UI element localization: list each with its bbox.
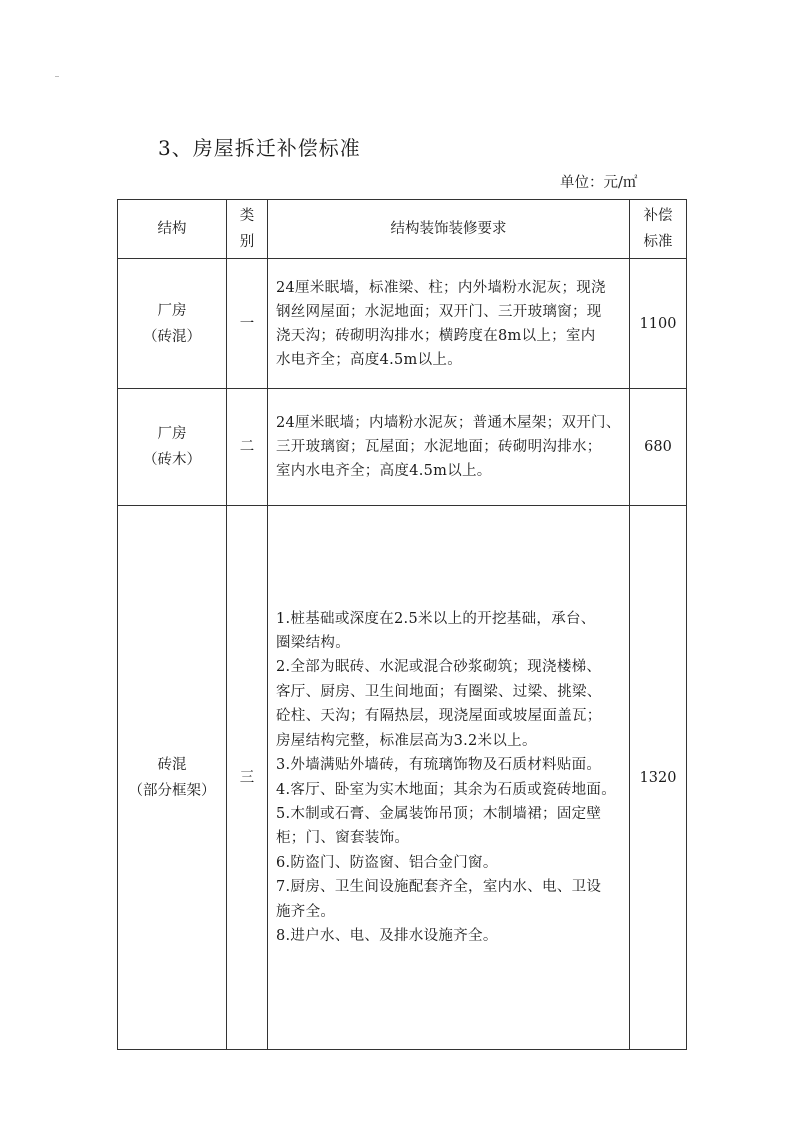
row-category: 一 — [227, 259, 268, 389]
requirement-line: 客厅、厨房、卫生间地面；有圈梁、过梁、挑梁、 — [276, 683, 602, 700]
table-row — [118, 389, 687, 506]
structure-line: 砖混 — [157, 756, 187, 773]
requirement-line: 砼柱、天沟；有隔热层，现浇屋面或坡屋面盖瓦； — [276, 708, 602, 725]
requirement-line: 施齐全。 — [276, 903, 336, 920]
scan-mark — [55, 76, 59, 77]
row-requirements — [268, 259, 630, 389]
row-structure — [118, 259, 227, 389]
row-compensation: 1320 — [630, 506, 687, 1050]
requirement-line: 7.厨房、卫生间设施配套齐全，室内水、电、卫设 — [276, 879, 602, 896]
requirement-line: 24厘米眠墙；内墙粉水泥灰；普通木屋架；双开门、 — [276, 415, 621, 431]
row-compensation: 1100 — [630, 259, 687, 389]
table-row — [118, 259, 687, 389]
table-row — [118, 506, 687, 1050]
requirement-line: 4.客厅、卧室为实木地面；其余为石质或瓷砖地面。 — [276, 781, 617, 798]
section-heading: 3、房屋拆迁补偿标准 — [158, 136, 361, 160]
requirement-line: 8.进户水、电、及排水设施齐全。 — [276, 927, 498, 944]
structure-line: （砖木） — [143, 452, 201, 468]
requirement-line: 钢丝网屋面；水泥地面；双开门、三开玻璃窗；现 — [276, 303, 602, 320]
row-requirements — [268, 506, 630, 1050]
row-requirements — [268, 389, 630, 506]
header-category-line: 类 — [239, 208, 255, 224]
row-structure — [118, 389, 227, 506]
requirement-line: 三开玻璃窗；瓦屋面；水泥地面；砖砌明沟排水； — [276, 439, 602, 455]
requirement-line: 室内水电齐全；高度4.5m以上。 — [276, 463, 492, 479]
header-structure: 结构 — [118, 200, 227, 259]
requirement-line: 圈梁结构。 — [276, 635, 350, 652]
row-structure — [118, 506, 227, 1050]
requirement-line: 24厘米眠墙，标准梁、柱；内外墙粉水泥灰；现浇 — [276, 279, 606, 296]
row-category: 二 — [227, 389, 268, 506]
row-compensation: 680 — [630, 389, 687, 506]
row-category: 三 — [227, 506, 268, 1050]
unit-label: 单位：元/㎡ — [560, 175, 638, 191]
structure-line: 厂房 — [157, 302, 187, 319]
header-requirements: 结构装饰装修要求 — [268, 200, 630, 259]
requirement-line: 浇天沟；砖砌明沟排水；横跨度在8m以上；室内 — [276, 327, 596, 344]
compensation-table — [117, 199, 687, 1050]
requirement-line: 5.木制或石膏、金属装饰吊顶；木制墙裙；固定壁 — [276, 805, 602, 822]
header-category-line: 别 — [239, 234, 255, 250]
requirement-line: 1.桩基础或深度在2.5米以上的开挖基础，承台、 — [276, 610, 596, 627]
requirement-line: 6.防盗门、防盗窗、铝合金门窗。 — [276, 854, 498, 871]
requirement-line: 柜；门、窗套装饰。 — [276, 830, 410, 847]
structure-line: （部分框架） — [128, 782, 216, 799]
structure-line: （砖混） — [143, 328, 201, 345]
header-compensation-line: 补偿 — [643, 208, 673, 224]
header-compensation-line: 标准 — [643, 234, 673, 250]
structure-line: 厂房 — [157, 426, 187, 442]
requirement-line: 2.全部为眠砖、水泥或混合砂浆砌筑；现浇楼梯、 — [276, 659, 602, 676]
header-category — [227, 200, 268, 259]
requirement-line: 水电齐全；高度4.5m以上。 — [276, 351, 463, 368]
requirement-line: 房屋结构完整，标准层高为3.2米以上。 — [276, 732, 537, 749]
header-compensation — [630, 200, 687, 259]
requirement-line: 3.外墙满贴外墙砖，有琉璃饰物及石质材料贴面。 — [276, 757, 602, 774]
table-header-row — [118, 200, 687, 259]
